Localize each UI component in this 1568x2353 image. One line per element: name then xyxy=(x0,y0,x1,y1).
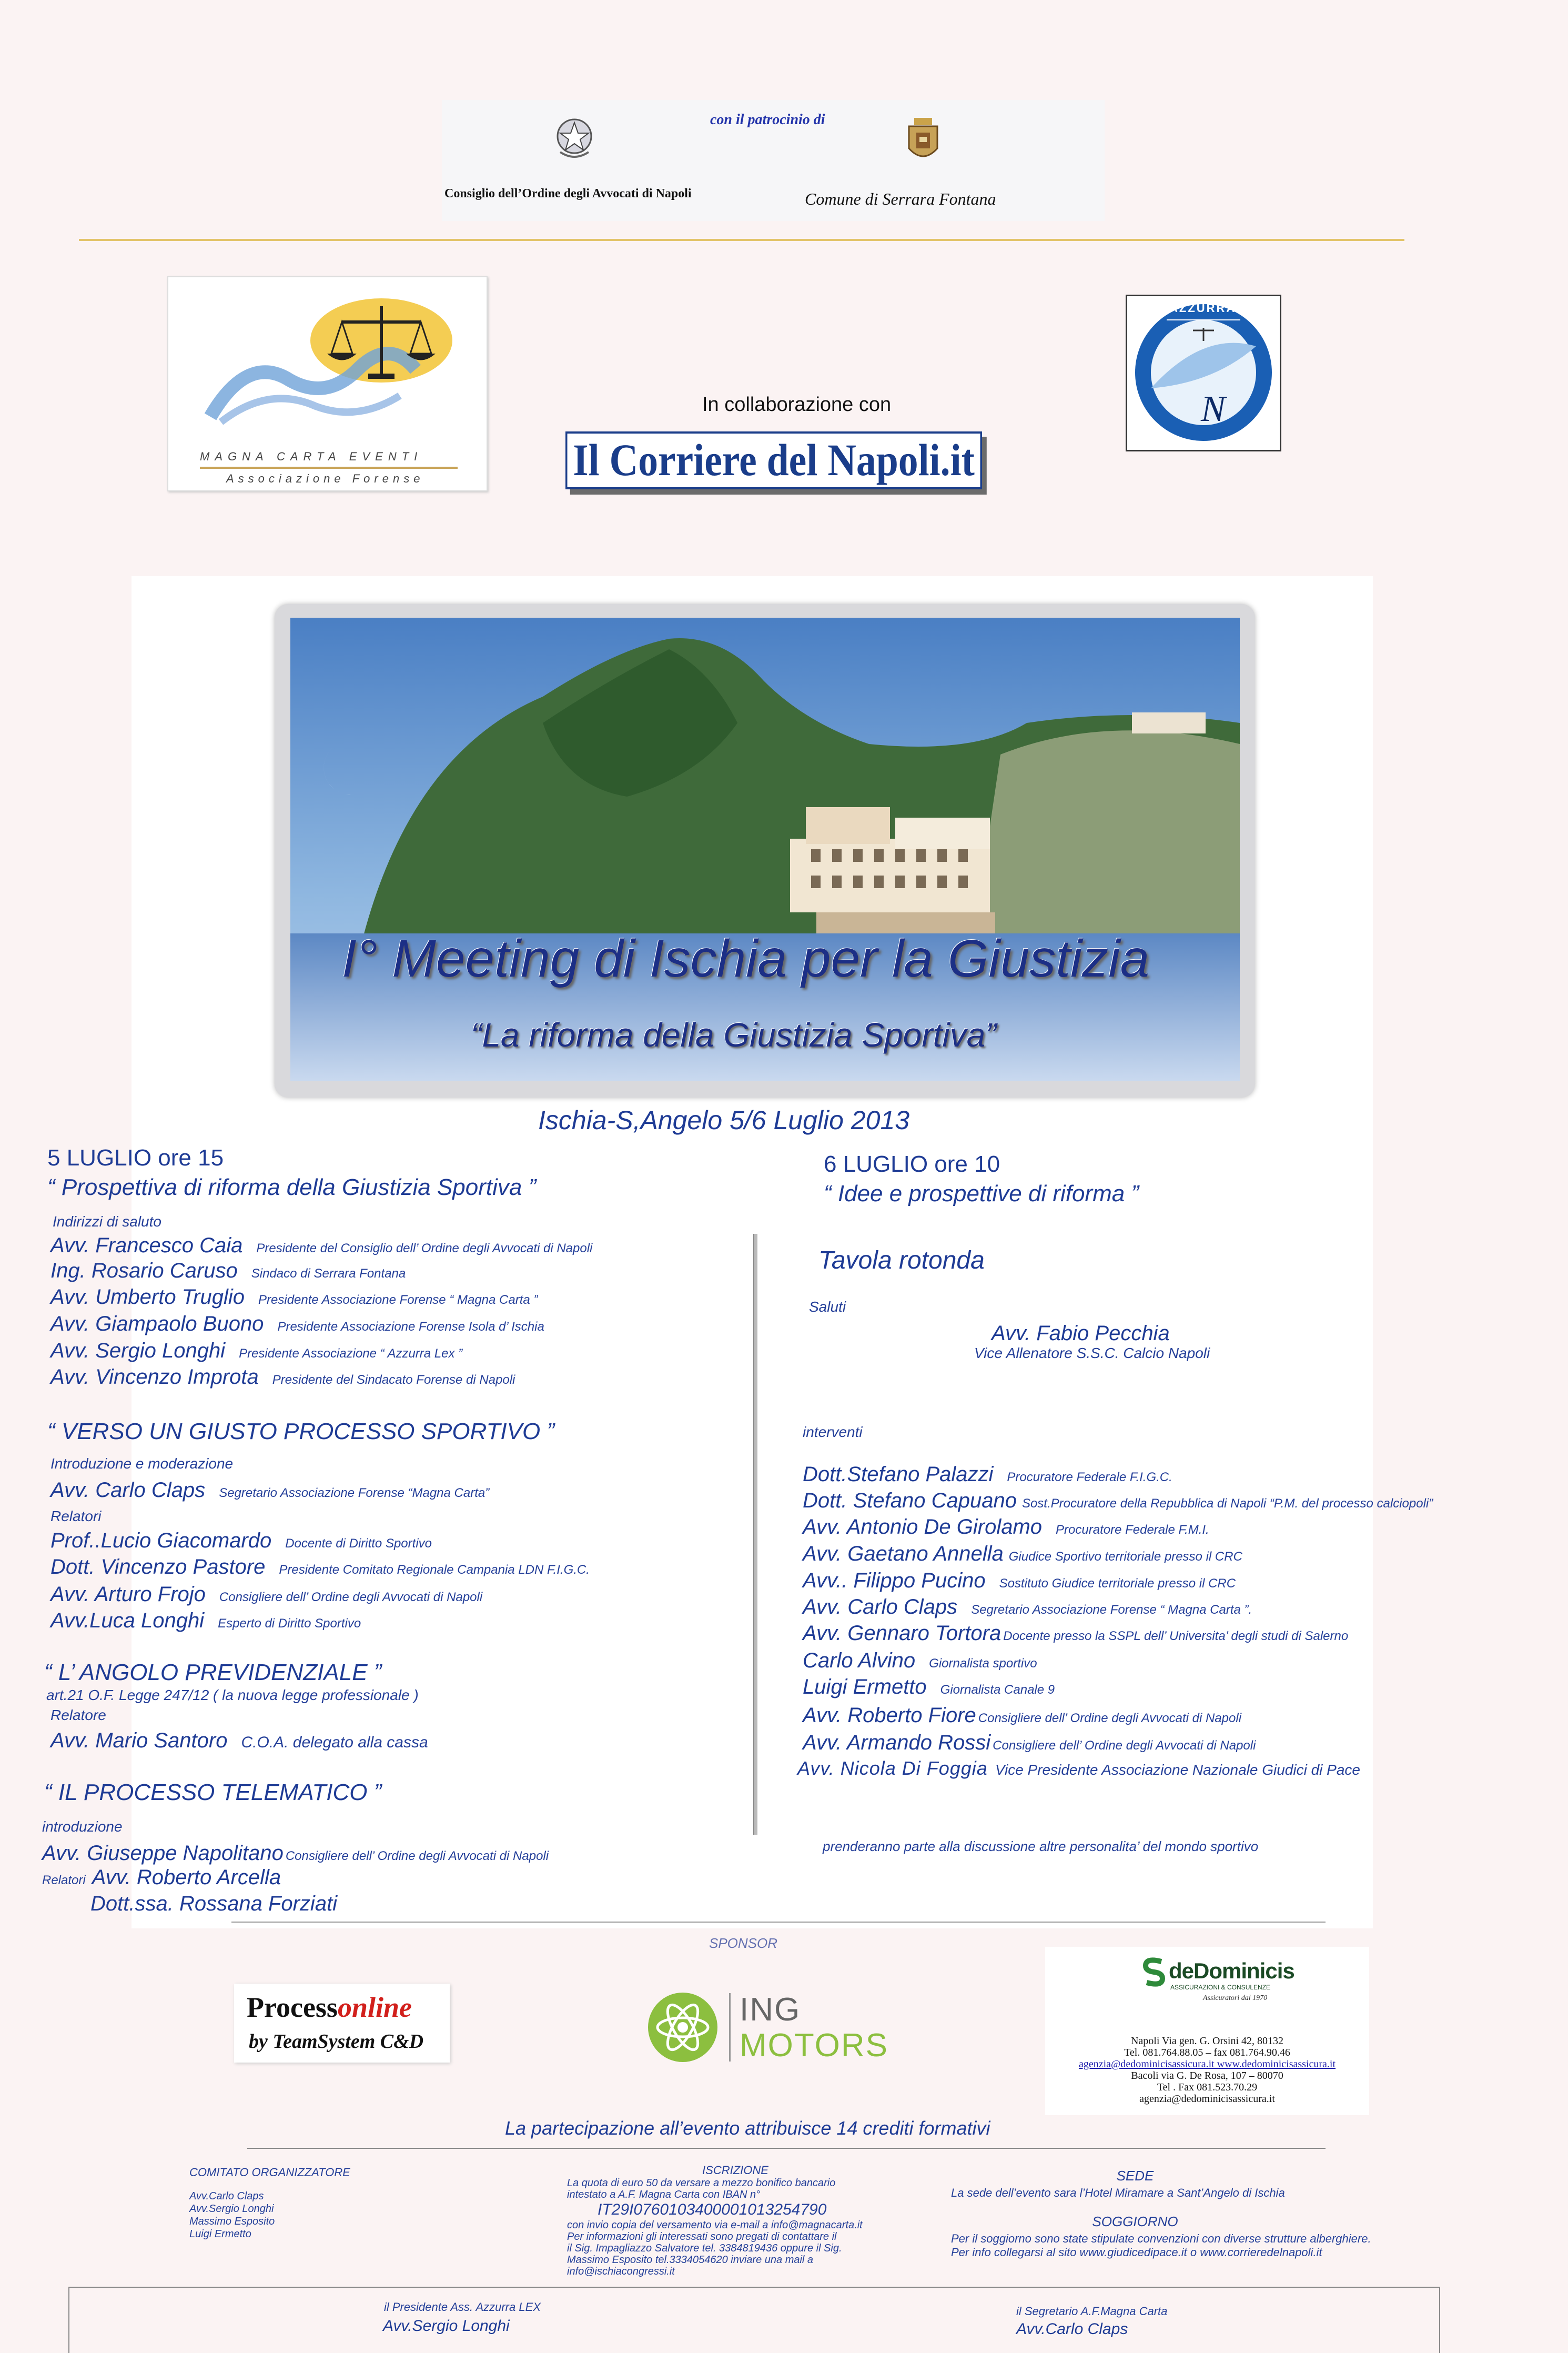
intervento-row: Dott.Stefano Palazzi Procuratore Federale F.I.G.C. xyxy=(803,1463,1172,1486)
azzurra-lex-logo xyxy=(1126,295,1281,451)
section-previdenziale-title: “ L’ ANGOLO PREVIDENZIALE ” xyxy=(44,1660,382,1685)
patronage-caption: con il patrocinio di xyxy=(710,112,825,128)
magna-carta-logo xyxy=(167,276,488,491)
day1-saluto-row: Avv. Umberto Truglio Presidente Associazione Forense “ Magna Carta ” xyxy=(50,1285,538,1309)
hero-subtitle: “La riforma della Giustizia Sportiva” xyxy=(471,1016,997,1054)
magna-carta-name: MAGNA CARTA EVENTI xyxy=(200,450,423,463)
intervento-row: Avv. Armando Rossi Consigliere dell’ Ordine degli Avvocati di Napoli xyxy=(803,1731,1256,1754)
saluti-label: Saluti xyxy=(809,1299,846,1315)
processonline-by: by TeamSystem C&D xyxy=(249,2030,424,2053)
signature-1-role: il Presidente Ass. Azzurra LEX xyxy=(384,2300,541,2314)
comitato-member: Avv.Carlo Claps xyxy=(189,2190,264,2202)
event-place-date: Ischia-S,Angelo 5/6 Luglio 2013 xyxy=(538,1105,910,1135)
soggiorno-links: Per info collegarsi al sito www.giudicedipace.it o www.corrieredelnapoli.it xyxy=(951,2246,1322,2259)
consiglio-label: Consiglio dell’Ordine degli Avvocati di Napoli xyxy=(444,187,692,200)
iscrizione-text: Massimo Esposito tel.3334054620 inviare una mail a xyxy=(567,2254,814,2266)
magna-carta-subtitle: Associazione Forense xyxy=(226,472,424,485)
section-telematico-title: “ IL PROCESSO TELEMATICO ” xyxy=(44,1779,382,1805)
signature-1-name: Avv.Sergio Longhi xyxy=(383,2317,510,2335)
relatore-label: Relatore xyxy=(50,1707,106,1723)
intervento-row: Dott. Stefano Capuano Sost.Procuratore della Repubblica di Napoli “P.M. del processo calciopoli” xyxy=(803,1489,1433,1512)
day1-date: 5 LUGLIO ore 15 xyxy=(47,1145,224,1171)
soggiorno-text: Per il soggiorno sono state stipulate convenzioni con diverse strutture alberghiere. xyxy=(951,2232,1371,2245)
day1-saluto-row: Avv. Giampaolo Buono Presidente Associazione Forense Isola d’ Ischia xyxy=(50,1312,544,1335)
day1-saluto-row: Avv. Sergio Longhi Presidente Associazione “ Azzurra Lex ” xyxy=(50,1339,463,1362)
signature-2-name: Avv.Carlo Claps xyxy=(1016,2320,1128,2338)
intervento-row: Avv. Nicola Di Foggia Vice Presidente Associazione Nazionale Giudici di Pace xyxy=(797,1757,1360,1779)
relatore-row: Avv. Arturo Frojo Consigliere dell’ Ordine degli Avvocati di Napoli xyxy=(50,1583,483,1606)
sponsor-divider xyxy=(231,1922,1326,1923)
ing-motors-separator xyxy=(729,1993,731,2062)
serrara-fontana-crest-icon xyxy=(905,117,942,165)
hero-title: I° Meeting di Ischia per la Giustizia xyxy=(342,929,1150,988)
signature-box xyxy=(68,2287,1440,2353)
comitato-label: COMITATO ORGANIZZATORE xyxy=(189,2166,350,2179)
iscrizione-email: info@ischiacongressi.it xyxy=(567,2266,675,2277)
dedominicis-logo-icon xyxy=(1142,1957,1166,1987)
soggiorno-label: SOGGIORNO xyxy=(1092,2214,1178,2229)
azzurra-lex-letter: N xyxy=(1201,389,1226,429)
relatore-previdenza-row: Avv. Mario Santoro C.O.A. delegato alla cassa xyxy=(50,1729,428,1752)
signature-2-role: il Segretario A.F.Magna Carta xyxy=(1016,2305,1168,2318)
interventi-label: interventi xyxy=(803,1424,863,1440)
relatore-row: Avv.Luca Longhi Esperto di Diritto Sportivo xyxy=(50,1609,361,1632)
day1-saluto-row: Ing. Rosario Caruso Sindaco di Serrara Fontana xyxy=(50,1259,406,1282)
scales-of-justice-icon xyxy=(189,290,473,433)
day2-title: “ Idee e prospettive di riforma ” xyxy=(824,1181,1139,1206)
day1-saluto-row: Avv. Francesco Caia Presidente del Consiglio dell’ Ordine degli Avvocati di Napoli xyxy=(50,1234,593,1257)
tavola-rotonda-label: Tavola rotonda xyxy=(818,1246,985,1274)
intervento-row: Carlo Alvino Giornalista sportivo xyxy=(803,1649,1037,1672)
dedominicis-since: Assicuratori dal 1970 xyxy=(1203,1994,1268,2002)
collaboration-label: In collaborazione con xyxy=(702,394,892,416)
relatore-row: Dott. Vincenzo Pastore Presidente Comitato Regionale Campania LDN F.I.G.C. xyxy=(50,1555,590,1578)
relatori-label: Relatori xyxy=(50,1508,102,1524)
patronage-header xyxy=(442,100,1105,221)
italian-republic-emblem-icon xyxy=(555,113,594,160)
day1-saluto-label: Indirizzi di saluto xyxy=(53,1213,161,1230)
relatori-telematico-row: Relatori Avv. Roberto Arcella xyxy=(42,1866,281,1889)
sede-text: La sede dell’evento sara l’Hotel Miramare a Sant’Angelo di Ischia xyxy=(951,2186,1285,2199)
intervento-row: Avv.. Filippo Pucino Sostituto Giudice territoriale presso il CRC xyxy=(803,1569,1236,1592)
intervento-row: Avv. Gaetano Annella Giudice Sportivo territoriale presso il CRC xyxy=(803,1542,1242,1565)
dedominicis-name: deDominicis xyxy=(1169,1958,1294,1983)
closing-note: prenderanno parte alla discussione altre personalita’ del mondo sportivo xyxy=(823,1838,1259,1854)
intervento-row: Avv. Antonio De Girolamo Procuratore Federale F.M.I. xyxy=(803,1515,1209,1539)
iban: IT29I0760103400001013254790 xyxy=(598,2201,827,2218)
corriere-logo: Il Corriere del Napoli.it xyxy=(565,431,982,489)
magna-carta-underline xyxy=(200,467,458,469)
iscrizione-text: il Sig. Impagliazzo Salvatore tel. 3384819436 oppure il Sig. xyxy=(567,2243,842,2254)
ischia-landscape-illustration xyxy=(290,618,1240,1081)
relatore-telematico-2: Dott.ssa. Rossana Forziati xyxy=(90,1892,338,1915)
day2-date: 6 LUGLIO ore 10 xyxy=(824,1151,1000,1177)
saluto-speaker-name: Avv. Fabio Pecchia xyxy=(992,1322,1170,1345)
day1-title: “ Prospettiva di riforma della Giustizia Sportiva ” xyxy=(47,1174,537,1200)
introduzione-label: introduzione xyxy=(42,1818,123,1835)
intervento-row: Avv. Carlo Claps Segretario Associazione Forense “ Magna Carta ”. xyxy=(803,1595,1252,1618)
comitato-member: Avv.Sergio Longhi xyxy=(189,2203,274,2215)
introduzione-speaker-row: Avv. Giuseppe Napolitano Consigliere dell’ Ordine degli Avvocati di Napoli xyxy=(42,1842,549,1865)
moderatore-row: Avv. Carlo Claps Segretario Associazione Forense “Magna Carta” xyxy=(50,1479,490,1502)
dedominicis-tagline: ASSICURAZIONI & CONSULENZE xyxy=(1170,1984,1271,1991)
column-divider xyxy=(753,1234,757,1835)
dedominicis-sponsor xyxy=(1045,1947,1369,2115)
section-processo-title: “ VERSO UN GIUSTO PROCESSO SPORTIVO ” xyxy=(47,1419,555,1444)
crediti-formativi: La partecipazione all’evento attribuisce 14 crediti formativi xyxy=(505,2117,990,2139)
ing-motors-logo xyxy=(646,1988,888,2067)
gold-divider xyxy=(79,239,1404,241)
footer-divider xyxy=(247,2148,1326,2149)
atom-icon xyxy=(646,1990,720,2064)
dedominicis-contacts: Napoli Via gen. G. Orsini 42, 80132 Tel. 081.764.88.05 – fax 081.764.90.46 agenzia@dedominicisassicura.it www.dedominicisassicura.it Bacoli via G. De Rosa, 107 – 80070 Tel . Fax 081.523.70.29 agenzia@dedominicisassicura.it xyxy=(1078,2035,1336,2105)
azzurra-lex-text: AZZURRA LEX xyxy=(1169,301,1268,315)
iscrizione-text: Per informazioni gli interessati sono pregati di contattare il xyxy=(567,2231,837,2243)
relatore-row: Prof..Lucio Giacomardo Docente di Diritto Sportivo xyxy=(50,1529,432,1552)
iscrizione-label: ISCRIZIONE xyxy=(702,2164,768,2177)
comune-label: Comune di Serrara Fontana xyxy=(805,189,996,208)
intervento-row: Avv. Roberto Fiore Consigliere dell’ Ordine degli Avvocati di Napoli xyxy=(803,1704,1242,1727)
section-previdenziale-subtitle: art.21 O.F. Legge 247/12 ( la nuova legge professionale ) xyxy=(46,1687,419,1703)
motors-text: MOTORS xyxy=(740,2027,888,2064)
sponsor-label: SPONSOR xyxy=(709,1935,778,1951)
iscrizione-block xyxy=(567,2164,904,2277)
intervento-row: Avv. Gennaro Tortora Docente presso la SSPL dell’ Universita’ degli studi di Salerno xyxy=(803,1622,1349,1645)
sede-label: SEDE xyxy=(1116,2168,1154,2184)
saluto-speaker-role: Vice Allenatore S.S.C. Calcio Napoli xyxy=(974,1345,1210,1361)
ing-text: ING xyxy=(740,1992,801,2028)
iscrizione-text: La quota di euro 50 da versare a mezzo bonifico bancario xyxy=(567,2177,836,2189)
comitato-block xyxy=(189,2166,350,2240)
hero-image xyxy=(290,618,1240,1081)
day1-saluto-row: Avv. Vincenzo Improta Presidente del Sindacato Forense di Napoli xyxy=(50,1365,515,1389)
sede-block xyxy=(951,2168,1372,2259)
processonline-logo xyxy=(234,1984,450,2063)
comitato-member: Massimo Esposito xyxy=(189,2216,275,2227)
iscrizione-text: intestato a A.F. Magna Carta con IBAN n° xyxy=(567,2189,761,2200)
iscrizione-text: con invio copia del versamento via e-mail a info@magnacarta.it xyxy=(567,2219,863,2231)
processonline-wordmark: Processonline xyxy=(247,1992,412,2023)
intervento-row: Luigi Ermetto Giornalista Canale 9 xyxy=(803,1675,1055,1698)
intro-moderazione-label: Introduzione e moderazione xyxy=(50,1455,234,1472)
comitato-member: Luigi Ermetto xyxy=(189,2228,251,2240)
